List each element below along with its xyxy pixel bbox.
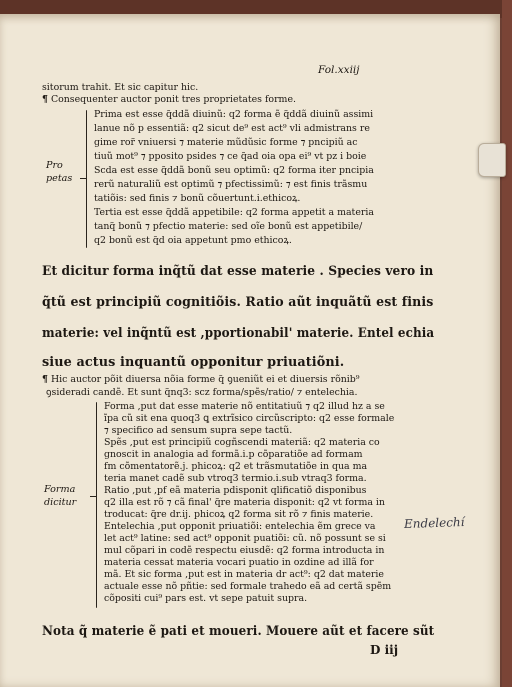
s2-line: gnoscit in analogia ad formã.i.p cõparatiõe ad formam xyxy=(104,449,363,460)
s2-line: troducat: q̃re dr.ij. phicoꝝ q2 forma sit rõ ⁊ finis materie. xyxy=(104,509,374,520)
s2-line: ⁊ specifico ad sensum supra sepe tactũ. xyxy=(104,425,293,436)
large-text-line: q̃tũ est principiũ cognitiõis. Ratio aũt inquãtũ est finis xyxy=(42,295,434,310)
section2-side-label-1: Forma xyxy=(44,484,76,495)
s1-line: q2 bonũ est q̃d oia appetunt pmo ethicoꝝ. xyxy=(94,235,292,246)
s2-line: fm cõmentatorẽ.j. phicoꝝ: q2 et trãsmutatiõe in qua ma xyxy=(104,461,368,472)
s2-line: Entelechia ,put opponit priuatiõi: entelechia ẽm grece va xyxy=(104,521,376,532)
s2-line: cõpositi cui⁹ pars est. vt sepe patuit supra. xyxy=(104,593,308,604)
s2-line: materia cessat materia vocari puatio in ozdine ad illã for xyxy=(104,557,374,568)
section1-intro-text: Consequenter auctor ponit tres proprietates forme. xyxy=(50,94,296,105)
section1-side-label-1: Pro xyxy=(46,160,63,171)
section2-brace-tick xyxy=(90,496,96,497)
book-clasp xyxy=(478,143,506,177)
section2-brace xyxy=(96,402,97,608)
s1-line: gime ror̃ vniuersi ⁊ materie mũdũsic forme ⁊ pncipiũ ac xyxy=(94,137,358,148)
section1-brace xyxy=(86,110,87,248)
folio-number: Fol.xxiij xyxy=(318,64,360,76)
section1-side-label-2: petas xyxy=(46,173,73,184)
signature-mark: D iij xyxy=(370,643,399,657)
section1-intro xyxy=(42,95,296,104)
pilcrow-icon: ¶ xyxy=(42,94,48,105)
handwritten-marginal-note: Endelechí xyxy=(403,514,465,532)
section1-brace-tick xyxy=(80,178,86,179)
s2-line: Ratio ,put ,pf eã materia pdisponit qlificatiõ disponibus xyxy=(104,485,367,496)
section2-intro-text: Hic auctor põit diuersa nõia forme q̃ ꝯueniũt ei et diuersis rõnib⁹ xyxy=(50,374,360,385)
s2-line: actuale esse nõ pñtie: sed formale trahedo eã ad certã spẽm xyxy=(104,581,392,592)
s1-line: Tertia est esse q̃ddã appetibile: q2 forma appetit a materia xyxy=(94,207,374,218)
first-line: sitorum trahit. Et sic capitur hic. xyxy=(42,82,199,93)
book-cover-edge xyxy=(502,0,512,687)
book-page xyxy=(0,14,500,687)
large-text-line: materie: vel inq̃ntũ est ,pportionabil' materie. Entel echia xyxy=(42,326,435,341)
s1-line: tiuũ mot⁹ ⁊ pposito psides ⁊ ce q̃ad oia opa ei⁹ vt pz i boie xyxy=(94,151,367,162)
s2-line: let act⁹ latine: sed act⁹ opponit puatiõi: cũ. nõ possunt se si xyxy=(104,533,386,544)
s2-line: teria manet cadẽ sub vtroq3 termio.i.sub vtraq3 forma. xyxy=(104,473,367,484)
section2-intro-line2: ꝯsideradi candẽ. Et sunt q̃nq3: scz forma/spẽs/ratio/ ⁊ entelechia. xyxy=(46,387,358,398)
s1-line: rerũ naturaliũ est optimũ ⁊ pfectissimũ: ⁊ est finis trãsmu xyxy=(94,179,368,190)
s2-line: q2 illa est rõ ⁊ cã final' q̃re materia disponit: q2 vt forma in xyxy=(104,497,385,508)
s1-line: Scda est esse q̃ddã bonũ seu optimũ: q2 forma iter pncipia xyxy=(94,165,374,176)
section2-intro xyxy=(42,375,360,384)
s2-line: Spẽs ,put est principiũ cogñscendi materiã: q2 materia co xyxy=(104,437,380,448)
s2-line: ĩpa cũ sit ena quoq3 ꝗ extrĩsico circũscripto: q2 esse formale xyxy=(104,413,395,424)
s1-line: tanq̃ bonũ ⁊ pfectio materie: sed oĩe bonũ est appetibile/ xyxy=(94,221,363,232)
footer-text: Nota q̃ materie ẽ pati et moueri. Mouere aũt et facere sũt xyxy=(42,624,435,639)
s2-line: mul cõpari in codẽ respectu eiusdẽ: q2 forma introducta in xyxy=(104,545,385,556)
pilcrow-icon: ¶ xyxy=(42,374,48,385)
large-text-line: Et dicitur forma inq̃tũ dat esse materie . Species vero in xyxy=(42,264,434,279)
s2-line: mã. Et sic forma ,put est in materia dr act⁹: q2 dat materie xyxy=(104,569,384,580)
s2-line: Forma ,put dat esse materie nõ entitatiuũ ⁊ q2 illud hz a se xyxy=(104,401,385,412)
s1-line: lanue nõ p essentiã: q2 sicut de⁹ est act⁹ vli admistrans re xyxy=(94,123,370,134)
large-text-line: siue actus inquantũ opponitur priuatiõni. xyxy=(42,355,345,370)
s1-line: Prima est esse q̃ddã diuinũ: q2 forma ẽ q̃ddã diuinũ assimi xyxy=(94,109,374,120)
section2-side-label-2: dicitur xyxy=(44,497,77,508)
s1-line: tatiõis: sed finis ⁊ bonũ cõuertunt.i.ethicoꝝ. xyxy=(94,193,301,204)
